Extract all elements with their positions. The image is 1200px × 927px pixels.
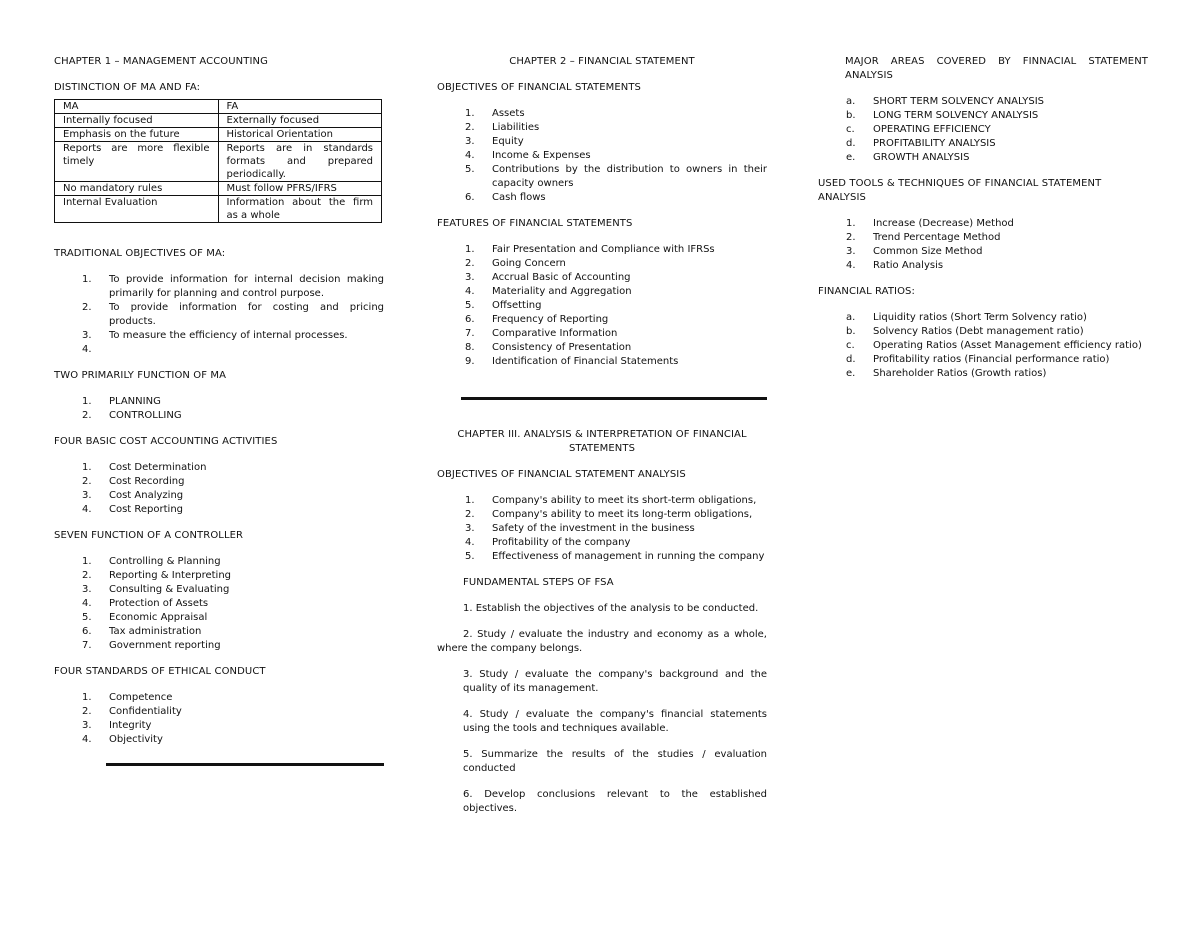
list-text: SHORT TERM SOLVENCY ANALYSIS bbox=[873, 96, 1045, 107]
table-cell: No mandatory rules bbox=[55, 182, 219, 196]
list-number: 4. bbox=[82, 598, 92, 609]
list-text: Solvency Ratios (Debt management ratio) bbox=[873, 326, 1084, 337]
list-text: Confidentiality bbox=[109, 706, 182, 717]
list-item bbox=[437, 257, 767, 271]
seven-function-list bbox=[54, 555, 384, 653]
table-header-fa: FA bbox=[218, 100, 382, 114]
list-text: Government reporting bbox=[109, 640, 221, 651]
fsa-objectives-list bbox=[437, 494, 767, 564]
list-number: 3. bbox=[82, 584, 92, 595]
list-item bbox=[54, 733, 384, 747]
two-function-heading: TWO PRIMARILY FUNCTION OF MA bbox=[54, 370, 227, 381]
list-item bbox=[818, 311, 1148, 325]
list-item bbox=[818, 217, 1148, 231]
list-number: 2. bbox=[82, 302, 92, 313]
list-item bbox=[818, 137, 1148, 151]
list-item bbox=[54, 705, 384, 719]
list-number: 5. bbox=[465, 551, 475, 562]
list-text: Liquidity ratios (Short Term Solvency ratio) bbox=[873, 312, 1087, 323]
list-number: 6. bbox=[465, 314, 475, 325]
list-text: Identification of Financial Statements bbox=[492, 356, 679, 367]
major-areas-list bbox=[818, 95, 1148, 165]
list-text: Integrity bbox=[109, 720, 152, 731]
list-item bbox=[437, 313, 767, 327]
fs-features-list bbox=[437, 243, 767, 369]
table-row bbox=[55, 128, 382, 142]
list-number: d. bbox=[846, 354, 856, 365]
list-text: Increase (Decrease) Method bbox=[873, 218, 1014, 229]
list-text: Fair Presentation and Compliance with IFRSs bbox=[492, 244, 715, 255]
list-text: Materiality and Aggregation bbox=[492, 286, 632, 297]
list-item bbox=[437, 271, 767, 285]
list-item bbox=[54, 569, 384, 583]
list-number: e. bbox=[846, 152, 856, 163]
table-cell: Reports are more flexible timely bbox=[55, 142, 219, 182]
list-number: 2. bbox=[82, 410, 92, 421]
list-text: Effectiveness of management in running the company bbox=[492, 551, 765, 562]
list-number: 4. bbox=[846, 260, 856, 271]
major-areas-heading: MAJOR AREAS COVERED BY FINNACIAL STATEMENT ANALYSIS bbox=[845, 56, 1148, 81]
fsa-step: 3. Study / evaluate the company's background and the quality of its management. bbox=[463, 669, 767, 694]
list-item bbox=[437, 285, 767, 299]
list-text: Company's ability to meet its short-term obligations, bbox=[492, 495, 757, 506]
column-2 bbox=[437, 55, 767, 816]
list-number: 3. bbox=[82, 720, 92, 731]
list-item bbox=[54, 639, 384, 653]
list-item bbox=[437, 355, 767, 369]
list-item bbox=[818, 109, 1148, 123]
tools-heading: USED TOOLS & TECHNIQUES OF FINANCIAL STATEMENT ANALYSIS bbox=[818, 178, 1102, 203]
table-cell: Reports are in standards formats and prepared periodically. bbox=[218, 142, 382, 182]
four-cost-heading: FOUR BASIC COST ACCOUNTING ACTIVITIES bbox=[54, 436, 278, 447]
list-text: CONTROLLING bbox=[109, 410, 182, 421]
fs-objectives-heading: OBJECTIVES OF FINANCIAL STATEMENTS bbox=[437, 82, 642, 93]
list-number: 5. bbox=[465, 300, 475, 311]
table-cell: Emphasis on the future bbox=[55, 128, 219, 142]
list-item bbox=[437, 135, 767, 149]
list-item bbox=[54, 691, 384, 705]
list-text: LONG TERM SOLVENCY ANALYSIS bbox=[873, 110, 1039, 121]
list-number: 3. bbox=[846, 246, 856, 257]
financial-ratios-heading: FINANCIAL RATIOS: bbox=[818, 286, 915, 297]
list-item bbox=[818, 259, 1148, 273]
chapter-2-title: CHAPTER 2 – FINANCIAL STATEMENT bbox=[509, 56, 695, 67]
list-item bbox=[54, 461, 384, 475]
list-text: Company's ability to meet its long-term obligations, bbox=[492, 509, 753, 520]
fsa-objectives-heading: OBJECTIVES OF FINANCIAL STATEMENT ANALYSIS bbox=[437, 469, 686, 480]
two-function-list bbox=[54, 395, 384, 423]
list-text: Assets bbox=[492, 108, 525, 119]
table-cell: Must follow PFRS/IFRS bbox=[218, 182, 382, 196]
list-text: PROFITABILITY ANALYSIS bbox=[873, 138, 996, 149]
list-number: 9. bbox=[465, 356, 475, 367]
list-text: Controlling & Planning bbox=[109, 556, 221, 567]
list-text: Equity bbox=[492, 136, 524, 147]
list-item bbox=[437, 121, 767, 135]
list-number: 1. bbox=[465, 495, 475, 506]
list-number: 2. bbox=[82, 706, 92, 717]
list-text: Cost Analyzing bbox=[109, 490, 184, 501]
list-item bbox=[818, 339, 1148, 353]
list-number: 3. bbox=[82, 330, 92, 341]
list-item bbox=[818, 231, 1148, 245]
list-number: 1. bbox=[82, 556, 92, 567]
fsa-step: 6. Develop conclusions relevant to the established objectives. bbox=[463, 789, 767, 814]
fsa-step: 5. Summarize the results of the studies / evaluation conducted bbox=[463, 749, 767, 774]
list-text: Offsetting bbox=[492, 300, 542, 311]
list-item bbox=[54, 475, 384, 489]
list-number: e. bbox=[846, 368, 856, 379]
table-row bbox=[55, 196, 382, 223]
ma-fa-table bbox=[54, 99, 382, 223]
list-number: a. bbox=[846, 312, 856, 323]
table-cell: Historical Orientation bbox=[218, 128, 382, 142]
table-header-row bbox=[55, 100, 382, 114]
table-cell: Information about the firm as a whole bbox=[218, 196, 382, 223]
list-number: 3. bbox=[465, 136, 475, 147]
list-text: Income & Expenses bbox=[492, 150, 591, 161]
list-text: Shareholder Ratios (Growth ratios) bbox=[873, 368, 1047, 379]
list-item bbox=[818, 95, 1148, 109]
list-number: c. bbox=[846, 340, 855, 351]
list-number: 2. bbox=[82, 570, 92, 581]
list-text: Cash flows bbox=[492, 192, 546, 203]
list-item bbox=[54, 329, 384, 343]
list-text: To provide information for internal decision making primarily for planning and control purpose. bbox=[109, 274, 384, 299]
list-item bbox=[437, 327, 767, 341]
list-item bbox=[54, 343, 384, 357]
list-item bbox=[54, 719, 384, 733]
list-text: Cost Determination bbox=[109, 462, 207, 473]
list-item bbox=[54, 395, 384, 409]
list-text: Safety of the investment in the business bbox=[492, 523, 695, 534]
list-item bbox=[437, 243, 767, 257]
list-text: Economic Appraisal bbox=[109, 612, 208, 623]
list-text: GROWTH ANALYSIS bbox=[873, 152, 970, 163]
list-item bbox=[54, 489, 384, 503]
fsa-step: 2. Study / evaluate the industry and economy as a whole, where the company belongs. bbox=[437, 629, 767, 654]
list-text: Protection of Assets bbox=[109, 598, 209, 609]
table-row bbox=[55, 142, 382, 182]
list-number: 2. bbox=[465, 509, 475, 520]
fsa-step: 4. Study / evaluate the company's financial statements using the tools and techniques available. bbox=[463, 709, 767, 734]
list-number: 2. bbox=[465, 258, 475, 269]
list-item bbox=[818, 325, 1148, 339]
list-number: 5. bbox=[465, 164, 475, 175]
list-number: 4. bbox=[465, 150, 475, 161]
ethical-conduct-heading: FOUR STANDARDS OF ETHICAL CONDUCT bbox=[54, 666, 266, 677]
table-header-ma: MA bbox=[55, 100, 219, 114]
list-item bbox=[437, 536, 767, 550]
list-text: To measure the efficiency of internal processes. bbox=[109, 330, 348, 341]
list-number: 4. bbox=[82, 344, 92, 355]
list-item bbox=[54, 583, 384, 597]
list-text: Reporting & Interpreting bbox=[109, 570, 232, 581]
list-number: 1. bbox=[82, 274, 92, 285]
column-1 bbox=[54, 55, 384, 766]
list-text: Tax administration bbox=[109, 626, 202, 637]
list-item bbox=[54, 301, 384, 329]
list-item bbox=[437, 149, 767, 163]
traditional-objectives-heading: TRADITIONAL OBJECTIVES OF MA: bbox=[54, 248, 226, 259]
list-text: OPERATING EFFICIENCY bbox=[873, 124, 991, 135]
list-item bbox=[437, 341, 767, 355]
chapter-1-title: CHAPTER 1 – MANAGEMENT ACCOUNTING bbox=[54, 56, 268, 67]
list-item bbox=[437, 522, 767, 536]
list-text: Contributions by the distribution to owners in their capacity owners bbox=[492, 164, 767, 189]
list-text: Frequency of Reporting bbox=[492, 314, 609, 325]
list-item bbox=[437, 191, 767, 205]
list-number: 2. bbox=[465, 122, 475, 133]
list-number: 6. bbox=[82, 626, 92, 637]
list-number: 4. bbox=[465, 537, 475, 548]
ethical-conduct-list bbox=[54, 691, 384, 747]
fsa-step: 1. Establish the objectives of the analysis to be conducted. bbox=[463, 603, 759, 614]
list-number: 4. bbox=[465, 286, 475, 297]
table-cell: Internally focused bbox=[55, 114, 219, 128]
list-item bbox=[54, 625, 384, 639]
list-item bbox=[54, 409, 384, 423]
fs-features-heading: FEATURES OF FINANCIAL STATEMENTS bbox=[437, 218, 633, 229]
list-number: d. bbox=[846, 138, 856, 149]
list-number: 1. bbox=[465, 244, 475, 255]
list-text: Accrual Basic of Accounting bbox=[492, 272, 631, 283]
list-item bbox=[818, 367, 1148, 381]
list-text: Liabilities bbox=[492, 122, 540, 133]
list-item bbox=[437, 508, 767, 522]
financial-ratios-list bbox=[818, 311, 1148, 381]
list-text: Ratio Analysis bbox=[873, 260, 944, 271]
list-item bbox=[437, 107, 767, 121]
list-item bbox=[437, 299, 767, 313]
list-number: 7. bbox=[465, 328, 475, 339]
list-text: Common Size Method bbox=[873, 246, 983, 257]
list-text: Objectivity bbox=[109, 734, 163, 745]
list-item bbox=[54, 503, 384, 517]
list-number: a. bbox=[846, 96, 856, 107]
fs-objectives-list bbox=[437, 107, 767, 205]
list-number: 3. bbox=[465, 272, 475, 283]
list-item bbox=[54, 611, 384, 625]
column-3 bbox=[818, 55, 1148, 381]
list-item bbox=[437, 550, 767, 564]
list-number: 1. bbox=[465, 108, 475, 119]
list-number: c. bbox=[846, 124, 855, 135]
list-text: Consistency of Presentation bbox=[492, 342, 632, 353]
four-cost-list bbox=[54, 461, 384, 517]
list-number: 1. bbox=[82, 396, 92, 407]
list-text: Comparative Information bbox=[492, 328, 618, 339]
table-row bbox=[55, 182, 382, 196]
list-number: 8. bbox=[465, 342, 475, 353]
list-text: Cost Reporting bbox=[109, 504, 184, 515]
table-cell: Externally focused bbox=[218, 114, 382, 128]
section-divider bbox=[106, 763, 384, 766]
table-cell: Internal Evaluation bbox=[55, 196, 219, 223]
list-number: 2. bbox=[846, 232, 856, 243]
seven-function-heading: SEVEN FUNCTION OF A CONTROLLER bbox=[54, 530, 244, 541]
list-number: 7. bbox=[82, 640, 92, 651]
list-number: 2. bbox=[82, 476, 92, 487]
list-number: b. bbox=[846, 110, 856, 121]
list-item bbox=[437, 494, 767, 508]
list-number: 4. bbox=[82, 504, 92, 515]
list-item bbox=[54, 273, 384, 301]
list-number: 1. bbox=[846, 218, 856, 229]
list-item bbox=[54, 597, 384, 611]
list-item bbox=[54, 555, 384, 569]
list-number: 3. bbox=[465, 523, 475, 534]
list-item bbox=[818, 245, 1148, 259]
list-text: Going Concern bbox=[492, 258, 566, 269]
list-text: Profitability of the company bbox=[492, 537, 631, 548]
list-number: 1. bbox=[82, 462, 92, 473]
list-number: b. bbox=[846, 326, 856, 337]
traditional-objectives-list bbox=[54, 273, 384, 357]
fsa-steps-heading: FUNDAMENTAL STEPS OF FSA bbox=[463, 577, 614, 588]
list-text: To provide information for costing and pricing products. bbox=[109, 302, 384, 327]
list-text: Operating Ratios (Asset Management efficiency ratio) bbox=[873, 340, 1142, 351]
chapter-3-title: CHAPTER III. ANALYSIS & INTERPRETATION OF FINANCIAL STATEMENTS bbox=[457, 429, 747, 454]
list-number: 3. bbox=[82, 490, 92, 501]
list-item bbox=[437, 163, 767, 191]
list-text: PLANNING bbox=[109, 396, 161, 407]
list-number: 4. bbox=[82, 734, 92, 745]
list-text: Profitability ratios (Financial performance ratio) bbox=[873, 354, 1110, 365]
list-text: Consulting & Evaluating bbox=[109, 584, 230, 595]
tools-list bbox=[818, 217, 1148, 273]
list-text: Cost Recording bbox=[109, 476, 185, 487]
list-number: 6. bbox=[465, 192, 475, 203]
list-text: Competence bbox=[109, 692, 173, 703]
list-number: 5. bbox=[82, 612, 92, 623]
distinction-heading: DISTINCTION OF MA AND FA: bbox=[54, 82, 201, 93]
list-number: 1. bbox=[82, 692, 92, 703]
list-item bbox=[818, 123, 1148, 137]
table-row bbox=[55, 114, 382, 128]
list-text: Trend Percentage Method bbox=[873, 232, 1001, 243]
list-item bbox=[818, 353, 1148, 367]
list-item bbox=[818, 151, 1148, 165]
